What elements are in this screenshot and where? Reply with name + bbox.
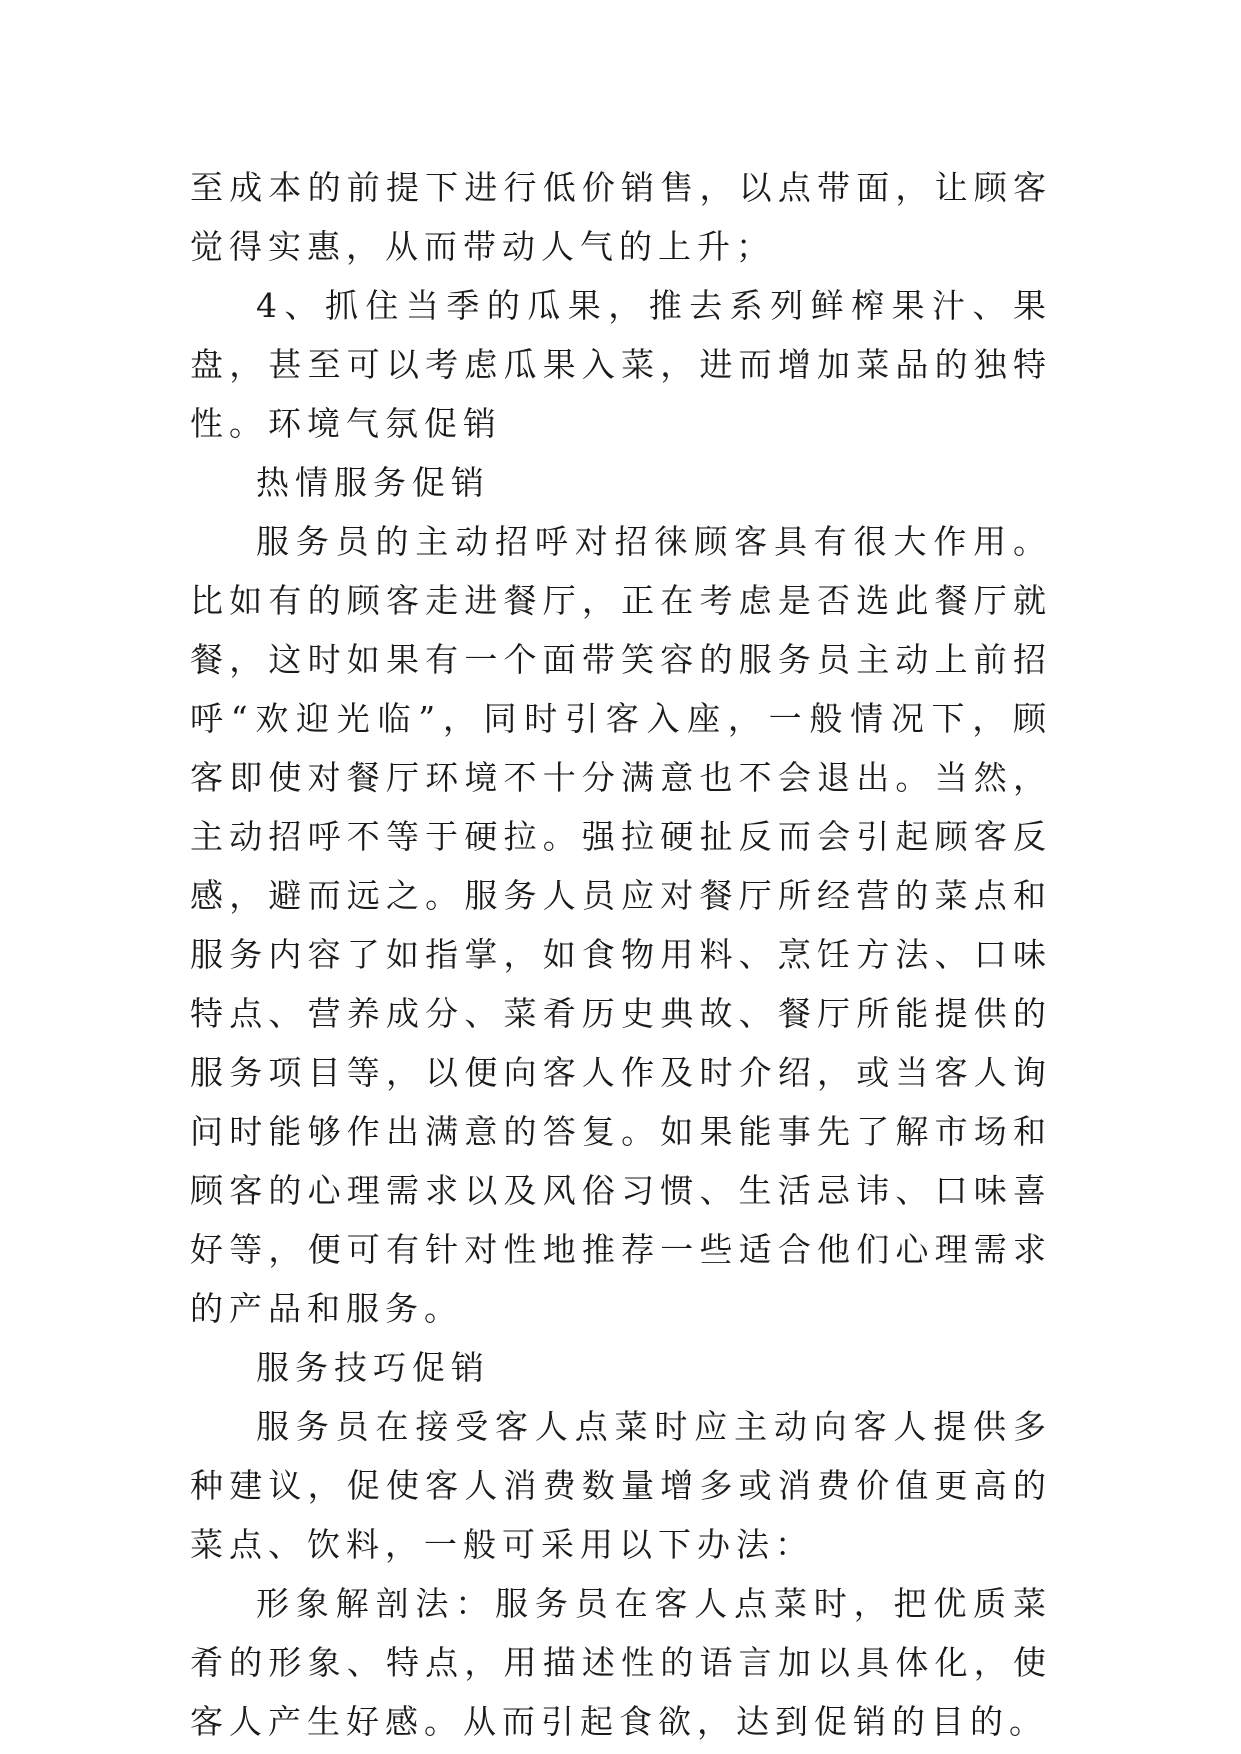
paragraph-cost-pricing: 至成本的前提下进行低价销售，以点带面，让顾客觉得实惠，从而带动人气的上升； [190, 168, 1052, 266]
document-body [190, 158, 1052, 1751]
section-heading-warm-service: 热情服务促销 [256, 463, 490, 502]
section-heading-service-skills: 服务技巧促销 [256, 1348, 490, 1387]
paragraph-seasonal-fruit: 4、抓住当季的瓜果，推去系列鲜榨果汁、果盘，甚至可以考虑瓜果入菜，进而增加菜品的独特性。环境气氛促销 [190, 286, 1052, 443]
paragraph-greeting-service: 服务员的主动招呼对招徕顾客具有很大作用。比如有的顾客走进餐厅，正在考虑是否选此餐厅就餐，这时如果有一个面带笑容的服务员主动上前招呼“欢迎光临”，同时引客入座，一般情况下，顾客即使对餐厅环境不十分满意也不会退出。当然，主动招呼不等于硬拉。强拉硬扯反而会引起顾客反感，避而远之。服务人员应对餐厅所经营的菜点和服务内容了如指掌，如食物用料、烹饪方法、口味特点、营养成分、菜肴历史典故、餐厅所能提供的服务项目等，以便向客人作及时介绍，或当客人询问时能够作出满意的答复。如果能事先了解市场和顾客的心理需求以及风俗习惯、生活忌讳、口味喜好等，便可有针对性地推荐一些适合他们心理需求的产品和服务。 [190, 522, 1052, 1328]
paragraph-image-analysis-method: 形象解剖法：服务员在客人点菜时，把优质菜肴的形象、特点，用描述性的语言加以具体化，使客人产生好感。从而引起食欲，达到促销的目的。 [190, 1584, 1052, 1741]
paragraph-ordering-suggestions: 服务员在接受客人点菜时应主动向客人提供多种建议，促使客人消费数量增多或消费价值更高的菜点、饮料，一般可采用以下办法： [190, 1407, 1052, 1564]
